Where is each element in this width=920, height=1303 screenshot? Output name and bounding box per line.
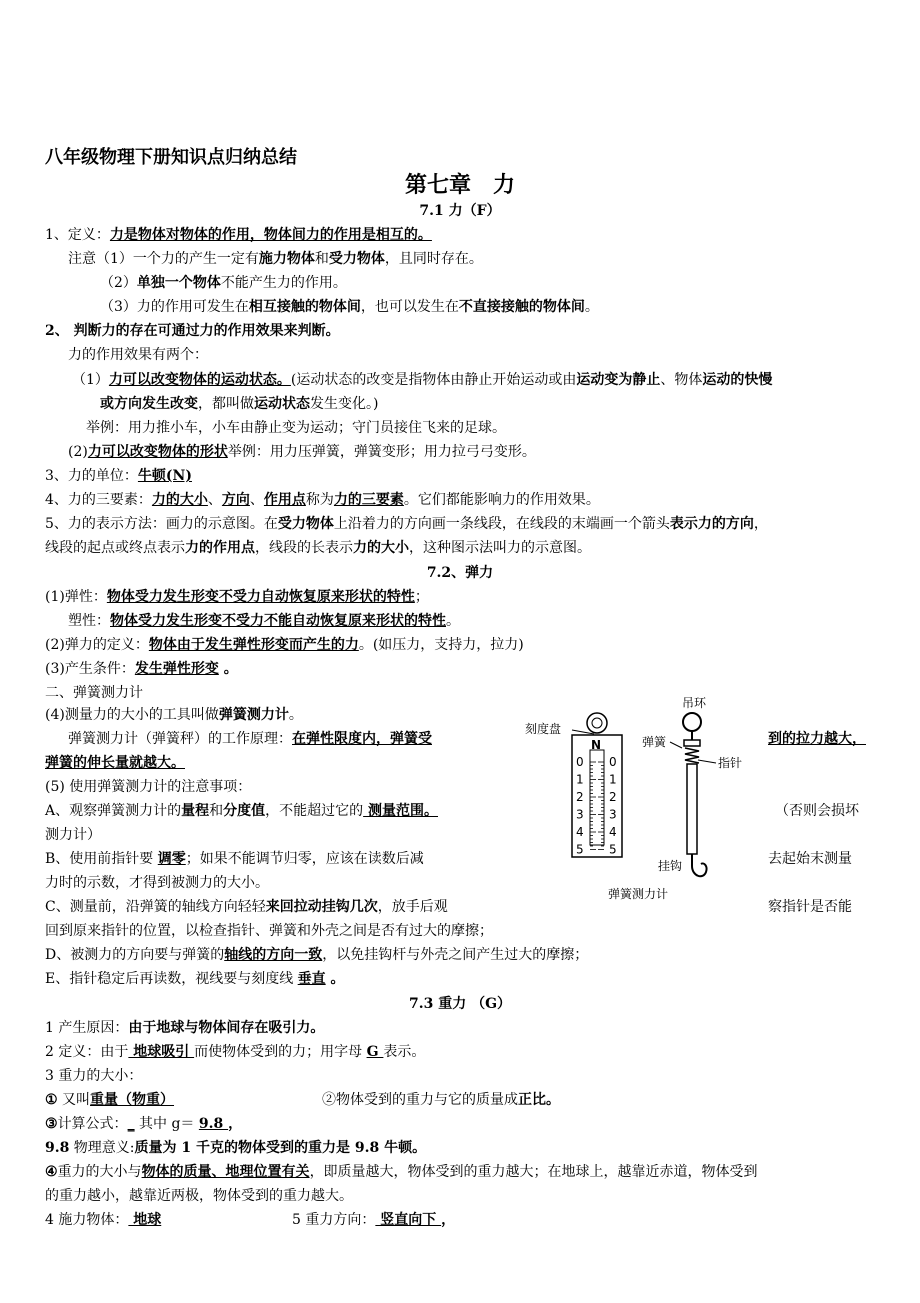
s72-note-e: E、指针稳定后再读数，视线要与刻度线 垂直 。 (45, 971, 345, 987)
s73-cause: 1 产生原因：由于地球与物体间存在吸引力。 (45, 1020, 325, 1036)
s72-condition: (3)产生条件：发生弹性形变 。 (45, 661, 238, 677)
section-7-3-heading: 7.3 重力 （G） (408, 996, 512, 1012)
s71-effects-intro: 力的作用效果有两个： (68, 347, 208, 363)
scale-ticks (590, 762, 604, 850)
scale-right-2: 2 (609, 790, 617, 804)
s71-effect-1-cont: 或方向发生改变，都叫做运动状态发生变化。) (100, 396, 379, 412)
s72-note-a-cont: 测力计） (45, 827, 101, 843)
s72-subheading: 二、弹簧测力计 (45, 685, 143, 701)
spring-scale-figure (520, 690, 770, 905)
s71-note-3: （3）力的作用可发生在相互接触的物体间，也可以发生在不直接接触的物体间。 (100, 299, 599, 315)
s71-unit: 3、力的单位：牛顿(N) (45, 468, 192, 484)
label-pointer: 指针 (718, 756, 743, 770)
scale-numbers-right (609, 755, 617, 857)
s71-representation: 5、力的表示方法：画力的示意图。在受力物体上沿着力的方向画一条线段，在线段的末端画一个箭头表示力的方向， (45, 516, 768, 532)
s73-magnitude-heading: 3 重力的大小： (45, 1068, 143, 1084)
s72-elastic-force: (2)弹力的定义：物体由于发生弹性形变而产生的力。(如压力，支持力，拉力) (45, 637, 524, 653)
s71-effect-1: （1）力可以改变物体的运动状态。(运动状态的改变是指物体由静止开始运动或由运动变为静止、物体运动的快慢 (72, 372, 773, 388)
s73-weight: ① 又叫重量（物重） (45, 1092, 175, 1108)
dial-scale (572, 713, 622, 857)
s73-definition: 2 定义：由于 地球吸引 而使物体受到的力；用字母 G 表示。 (45, 1044, 426, 1060)
s73-source: 4 施力物体： 地球 (45, 1212, 162, 1228)
s72-note-c-cont: 回到原来指针的位置，以检查指针、弹簧和外壳之间是否有过大的摩擦； (45, 923, 493, 939)
label-hook: 挂钩 (658, 859, 683, 873)
s72-note-b: B、使用前指针要 调零；如果不能调节归零，应该在读数后减 (45, 851, 424, 867)
s72-note-c-right: 察指针是否能 (768, 899, 852, 915)
s71-definition: 1、定义：力是物体对物体的作用，物体间力的作用是相互的。 (45, 227, 432, 243)
figure-caption: 弹簧测力计 (608, 887, 669, 901)
s71-effect-2: (2)力可以改变物体的形状举例：用力压弹簧，弹簧变形；用力拉弓弓变形。 (68, 444, 536, 460)
scale-right-1: 1 (609, 772, 617, 787)
scale-left-3: 3 (576, 807, 584, 822)
s72-principle-cont: 弹簧的伸长量就越大。 (45, 755, 185, 771)
unit-n: N (591, 738, 602, 752)
s71-point-2: 2、 判断力的存在可通过力的作用效果来判断。 (45, 323, 340, 339)
scale-left-4: 4 (576, 825, 584, 839)
s72-principle-right: 到的拉力越大， (768, 731, 866, 747)
label-dial: 刻度盘 (525, 722, 562, 736)
s72-note-b-right: 去起始末测量 (768, 851, 852, 867)
label-spring: 弹簧 (642, 735, 667, 749)
scale-left-2: 2 (576, 790, 584, 804)
spring-mechanism (683, 713, 707, 876)
s71-representation-cont: 线段的起点或终点表示力的作用点，线段的长表示力的大小，这种图示法叫力的示意图。 (45, 540, 591, 556)
scale-right-3: 3 (609, 807, 617, 822)
s72-note-a-right: （否则会损坏 (775, 803, 859, 819)
s73-direction: 5 重力方向： 竖直向下 ， (292, 1212, 456, 1228)
s72-note-b-cont: 力时的示数，才得到被测力的大小。 (45, 875, 269, 891)
s72-plasticity: 塑性：物体受力发生形变不受力不能自动恢复原来形状的特性。 (68, 613, 460, 629)
s73-factors-cont: 的重力越小，越靠近两极，物体受到的重力越大。 (45, 1188, 353, 1204)
chapter-title: 第七章 力 (404, 172, 515, 198)
scale-right-5: 5 (609, 842, 617, 857)
s72-principle: 弹簧测力计（弹簧秤）的工作原理：在弹性限度内，弹簧受 (68, 731, 432, 747)
label-hook-ring: 吊环 (682, 696, 707, 710)
s73-factors: ④重力的大小与物体的质量、地理位置有关，即质量越大，物体受到的重力越大；在地球上，越靠近赤道，物体受到 (45, 1164, 758, 1180)
s73-proportional: ②物体受到的重力与它的质量成正比。 (322, 1092, 560, 1108)
scale-left-0: 0 (576, 755, 584, 769)
section-7-2-heading: 7.2、弹力 (426, 565, 494, 581)
s72-note-c: C、测量前，沿弹簧的轴线方向轻轻来回拉动挂钩几次，放手后观 (45, 899, 448, 915)
document-title: 八年级物理下册知识点归纳总结 (45, 147, 297, 168)
s72-elasticity: (1)弹性：物体受力发生形变不受力自动恢复原来形状的特性； (45, 589, 429, 605)
scale-right-0: 0 (609, 755, 617, 769)
s73-formula: ③计算公式：_ 其中 g＝ 9.8 ， (45, 1116, 243, 1132)
scale-right-4: 4 (609, 825, 617, 839)
s71-effect-1-example: 举例：用力推小车，小车由静止变为运动；守门员接住飞来的足球。 (86, 420, 506, 436)
s72-note-d: D、被测力的方向要与弹簧的轴线的方向一致，以免挂钩杆与外壳之间产生过大的摩擦； (45, 947, 589, 963)
s72-notes-heading: (5) 使用弹簧测力计的注意事项： (45, 779, 252, 795)
scale-numbers-left (576, 755, 584, 857)
s72-tool: (4)测量力的大小的工具叫做弹簧测力计。 (45, 707, 303, 723)
scale-left-1: 1 (576, 772, 584, 787)
s73-meaning: 9.8 物理意义:质量为 1 千克的物体受到的重力是 9.8 牛顿。 (45, 1140, 427, 1156)
scale-left-5: 5 (576, 842, 584, 857)
s71-note-1: 注意（1）一个力的产生一定有施力物体和受力物体，且同时存在。 (68, 251, 483, 267)
s72-note-a: A、观察弹簧测力计的量程和分度值，不能超过它的 测量范围。 (45, 803, 438, 819)
s71-note-2: （2）单独一个物体不能产生力的作用。 (100, 275, 347, 291)
s71-three-elements: 4、力的三要素：力的大小、方向、作用点称为力的三要素。它们都能影响力的作用效果。 (45, 492, 600, 508)
section-7-1-heading: 7.1 力（F） (419, 203, 501, 219)
